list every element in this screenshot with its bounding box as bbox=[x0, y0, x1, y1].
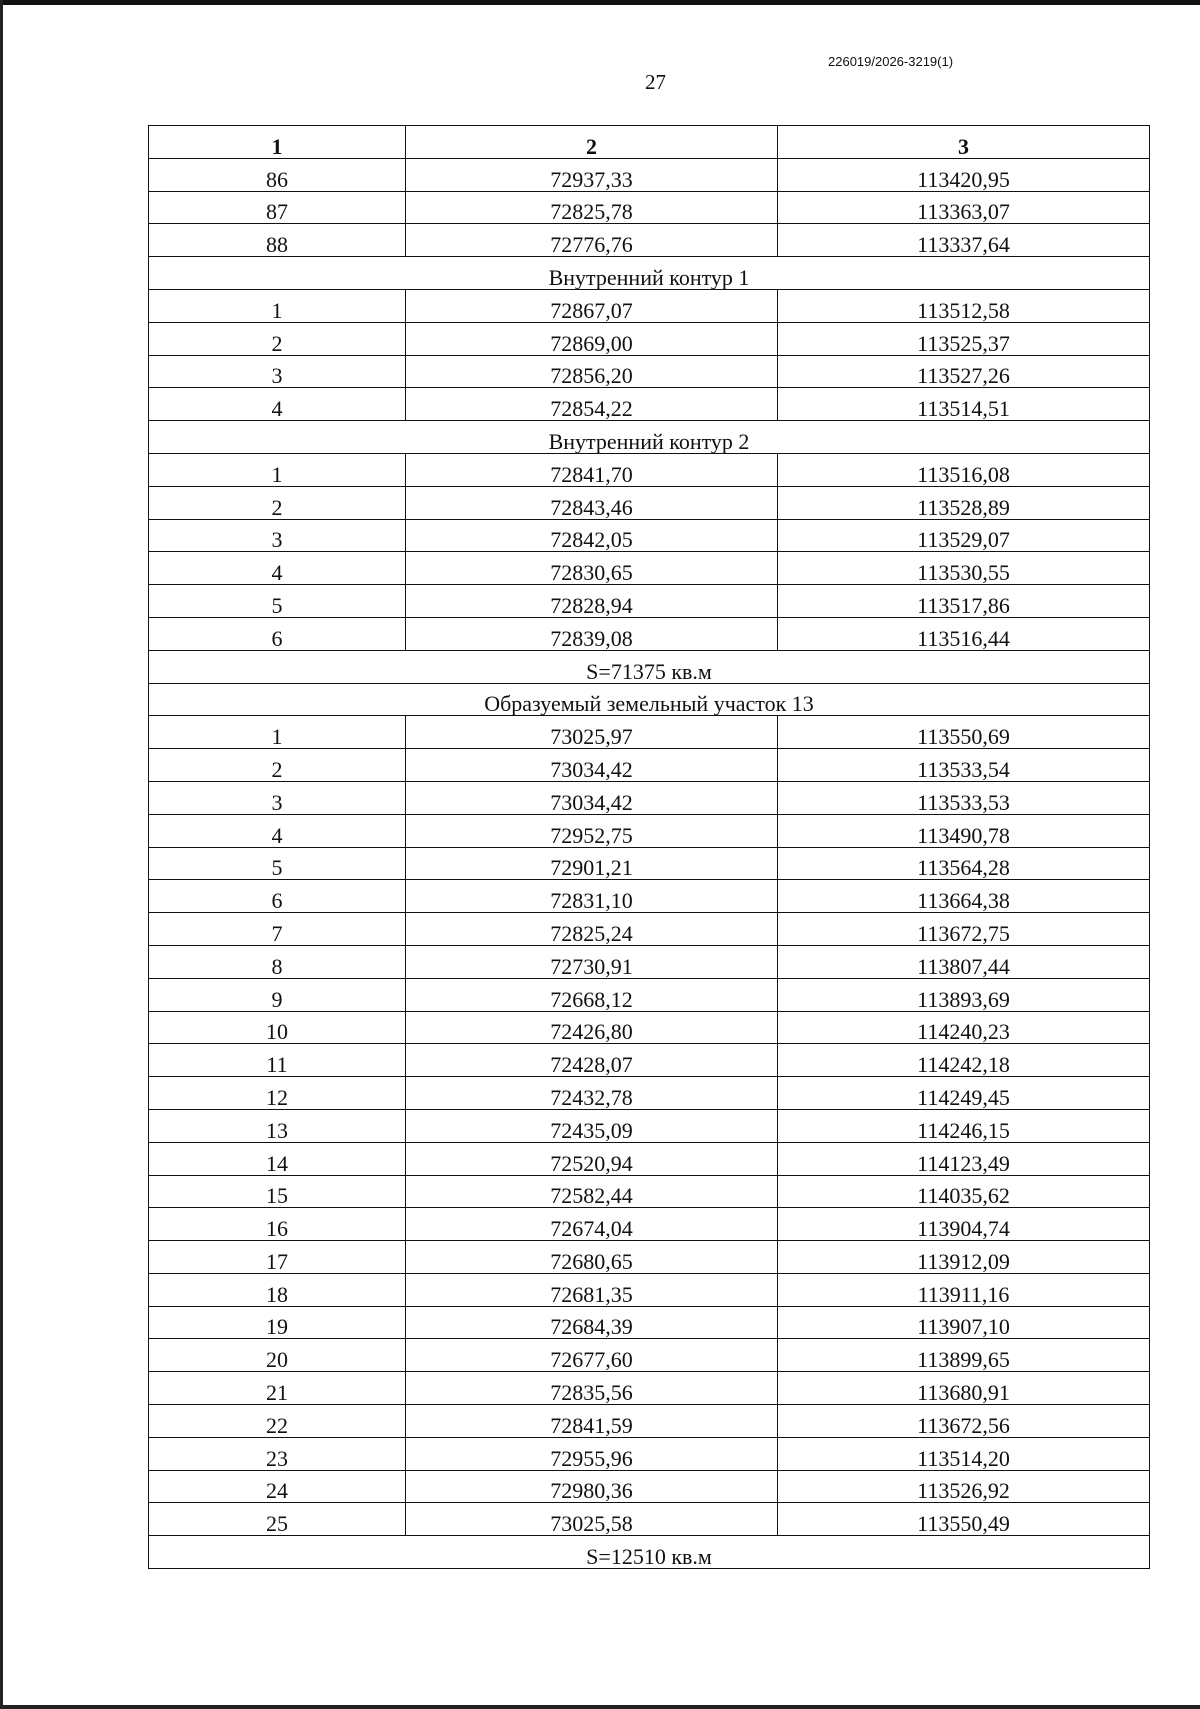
coordinates-table bbox=[148, 125, 1150, 1569]
x-coordinate-cell: 73025,58 bbox=[406, 1503, 778, 1536]
point-number-cell: 86 bbox=[149, 158, 406, 191]
y-coordinate-cell: 113516,44 bbox=[778, 617, 1150, 650]
point-number-cell: 1 bbox=[149, 289, 406, 322]
x-coordinate-cell: 72843,46 bbox=[406, 486, 778, 519]
y-coordinate-cell: 113912,09 bbox=[778, 1241, 1150, 1274]
table-row bbox=[149, 749, 1150, 782]
table-row bbox=[149, 191, 1150, 224]
point-number-cell: 9 bbox=[149, 978, 406, 1011]
y-coordinate-cell: 113893,69 bbox=[778, 978, 1150, 1011]
y-coordinate-cell: 113533,53 bbox=[778, 781, 1150, 814]
x-coordinate-cell: 73034,42 bbox=[406, 781, 778, 814]
table-row bbox=[149, 945, 1150, 978]
area-row bbox=[149, 1536, 1150, 1569]
y-coordinate-cell: 113526,92 bbox=[778, 1470, 1150, 1503]
x-coordinate-cell: 72901,21 bbox=[406, 847, 778, 880]
table-row bbox=[149, 1339, 1150, 1372]
x-coordinate-cell: 72520,94 bbox=[406, 1142, 778, 1175]
point-number-cell: 16 bbox=[149, 1208, 406, 1241]
point-number-cell: 4 bbox=[149, 552, 406, 585]
point-number-cell: 4 bbox=[149, 388, 406, 421]
area-value: S=12510 кв.м bbox=[149, 1536, 1150, 1569]
x-coordinate-cell: 72677,60 bbox=[406, 1339, 778, 1372]
x-coordinate-cell: 72776,76 bbox=[406, 224, 778, 257]
y-coordinate-cell: 114035,62 bbox=[778, 1175, 1150, 1208]
table-row bbox=[149, 1175, 1150, 1208]
y-coordinate-cell: 113911,16 bbox=[778, 1273, 1150, 1306]
point-number-cell: 1 bbox=[149, 716, 406, 749]
y-coordinate-cell: 113664,38 bbox=[778, 880, 1150, 913]
y-coordinate-cell: 113525,37 bbox=[778, 322, 1150, 355]
point-number-cell: 3 bbox=[149, 355, 406, 388]
table-row bbox=[149, 978, 1150, 1011]
x-coordinate-cell: 72684,39 bbox=[406, 1306, 778, 1339]
y-coordinate-cell: 113420,95 bbox=[778, 158, 1150, 191]
point-number-cell: 20 bbox=[149, 1339, 406, 1372]
point-number-cell: 2 bbox=[149, 749, 406, 782]
table-row bbox=[149, 1306, 1150, 1339]
x-coordinate-cell: 72841,70 bbox=[406, 453, 778, 486]
y-coordinate-cell: 113514,51 bbox=[778, 388, 1150, 421]
table-row bbox=[149, 1077, 1150, 1110]
table-row bbox=[149, 1208, 1150, 1241]
x-coordinate-cell: 72680,65 bbox=[406, 1241, 778, 1274]
y-coordinate-cell: 113527,26 bbox=[778, 355, 1150, 388]
area-row bbox=[149, 650, 1150, 683]
point-number-cell: 17 bbox=[149, 1241, 406, 1274]
table-row bbox=[149, 1273, 1150, 1306]
scan-top-border bbox=[0, 0, 1200, 5]
point-number-cell: 24 bbox=[149, 1470, 406, 1503]
point-number-cell: 4 bbox=[149, 814, 406, 847]
y-coordinate-cell: 114249,45 bbox=[778, 1077, 1150, 1110]
x-coordinate-cell: 73034,42 bbox=[406, 749, 778, 782]
table-row bbox=[149, 355, 1150, 388]
y-coordinate-cell: 113550,69 bbox=[778, 716, 1150, 749]
table-row bbox=[149, 224, 1150, 257]
x-coordinate-cell: 72428,07 bbox=[406, 1044, 778, 1077]
y-coordinate-cell: 114246,15 bbox=[778, 1109, 1150, 1142]
point-number-cell: 10 bbox=[149, 1011, 406, 1044]
y-coordinate-cell: 113490,78 bbox=[778, 814, 1150, 847]
table-row bbox=[149, 1044, 1150, 1077]
table-body bbox=[149, 158, 1150, 1568]
x-coordinate-cell: 72825,78 bbox=[406, 191, 778, 224]
point-number-cell: 1 bbox=[149, 453, 406, 486]
table-row bbox=[149, 519, 1150, 552]
point-number-cell: 87 bbox=[149, 191, 406, 224]
point-number-cell: 18 bbox=[149, 1273, 406, 1306]
point-number-cell: 88 bbox=[149, 224, 406, 257]
point-number-cell: 5 bbox=[149, 585, 406, 618]
column-header-point: 1 bbox=[149, 126, 406, 159]
table-row bbox=[149, 1109, 1150, 1142]
y-coordinate-cell: 113907,10 bbox=[778, 1306, 1150, 1339]
x-coordinate-cell: 72854,22 bbox=[406, 388, 778, 421]
x-coordinate-cell: 72980,36 bbox=[406, 1470, 778, 1503]
document-id: 226019/2026-3219(1) bbox=[828, 54, 954, 69]
point-number-cell: 8 bbox=[149, 945, 406, 978]
x-coordinate-cell: 72831,10 bbox=[406, 880, 778, 913]
y-coordinate-cell: 113672,75 bbox=[778, 913, 1150, 946]
table-row bbox=[149, 880, 1150, 913]
y-coordinate-cell: 113514,20 bbox=[778, 1437, 1150, 1470]
x-coordinate-cell: 72841,59 bbox=[406, 1405, 778, 1438]
table-row bbox=[149, 1503, 1150, 1536]
y-coordinate-cell: 114123,49 bbox=[778, 1142, 1150, 1175]
table-row bbox=[149, 322, 1150, 355]
column-header-y: 3 bbox=[778, 126, 1150, 159]
point-number-cell: 15 bbox=[149, 1175, 406, 1208]
point-number-cell: 14 bbox=[149, 1142, 406, 1175]
x-coordinate-cell: 72426,80 bbox=[406, 1011, 778, 1044]
table-row bbox=[149, 1142, 1150, 1175]
x-coordinate-cell: 72839,08 bbox=[406, 617, 778, 650]
table-row bbox=[149, 289, 1150, 322]
table-row bbox=[149, 552, 1150, 585]
table-row bbox=[149, 814, 1150, 847]
table-row bbox=[149, 1011, 1150, 1044]
y-coordinate-cell: 114240,23 bbox=[778, 1011, 1150, 1044]
x-coordinate-cell: 72955,96 bbox=[406, 1437, 778, 1470]
table-row bbox=[149, 388, 1150, 421]
x-coordinate-cell: 72830,65 bbox=[406, 552, 778, 585]
x-coordinate-cell: 72435,09 bbox=[406, 1109, 778, 1142]
point-number-cell: 25 bbox=[149, 1503, 406, 1536]
y-coordinate-cell: 113517,86 bbox=[778, 585, 1150, 618]
point-number-cell: 19 bbox=[149, 1306, 406, 1339]
section-title: Образуемый земельный участок 13 bbox=[149, 683, 1150, 716]
point-number-cell: 2 bbox=[149, 486, 406, 519]
section-header-row bbox=[149, 421, 1150, 454]
y-coordinate-cell: 113528,89 bbox=[778, 486, 1150, 519]
table-row bbox=[149, 486, 1150, 519]
point-number-cell: 13 bbox=[149, 1109, 406, 1142]
point-number-cell: 3 bbox=[149, 519, 406, 552]
page-number: 27 bbox=[645, 70, 666, 94]
x-coordinate-cell: 73025,97 bbox=[406, 716, 778, 749]
y-coordinate-cell: 113550,49 bbox=[778, 1503, 1150, 1536]
y-coordinate-cell: 113899,65 bbox=[778, 1339, 1150, 1372]
x-coordinate-cell: 72681,35 bbox=[406, 1273, 778, 1306]
y-coordinate-cell: 113564,28 bbox=[778, 847, 1150, 880]
x-coordinate-cell: 72432,78 bbox=[406, 1077, 778, 1110]
y-coordinate-cell: 113807,44 bbox=[778, 945, 1150, 978]
x-coordinate-cell: 72842,05 bbox=[406, 519, 778, 552]
x-coordinate-cell: 72674,04 bbox=[406, 1208, 778, 1241]
y-coordinate-cell: 113904,74 bbox=[778, 1208, 1150, 1241]
table-row bbox=[149, 1405, 1150, 1438]
point-number-cell: 5 bbox=[149, 847, 406, 880]
table-row bbox=[149, 781, 1150, 814]
x-coordinate-cell: 72952,75 bbox=[406, 814, 778, 847]
y-coordinate-cell: 113680,91 bbox=[778, 1372, 1150, 1405]
table-row bbox=[149, 1372, 1150, 1405]
y-coordinate-cell: 113672,56 bbox=[778, 1405, 1150, 1438]
table-row bbox=[149, 716, 1150, 749]
y-coordinate-cell: 114242,18 bbox=[778, 1044, 1150, 1077]
x-coordinate-cell: 72582,44 bbox=[406, 1175, 778, 1208]
x-coordinate-cell: 72668,12 bbox=[406, 978, 778, 1011]
y-coordinate-cell: 113530,55 bbox=[778, 552, 1150, 585]
table-header-row bbox=[149, 126, 1150, 159]
scan-left-border bbox=[0, 0, 3, 1709]
point-number-cell: 11 bbox=[149, 1044, 406, 1077]
table-row bbox=[149, 453, 1150, 486]
point-number-cell: 21 bbox=[149, 1372, 406, 1405]
table-row bbox=[149, 585, 1150, 618]
table-row bbox=[149, 617, 1150, 650]
x-coordinate-cell: 72835,56 bbox=[406, 1372, 778, 1405]
y-coordinate-cell: 113363,07 bbox=[778, 191, 1150, 224]
scan-bottom-border bbox=[0, 1705, 1200, 1709]
section-title: Внутренний контур 1 bbox=[149, 257, 1150, 290]
y-coordinate-cell: 113512,58 bbox=[778, 289, 1150, 322]
point-number-cell: 7 bbox=[149, 913, 406, 946]
point-number-cell: 3 bbox=[149, 781, 406, 814]
x-coordinate-cell: 72825,24 bbox=[406, 913, 778, 946]
table-row bbox=[149, 1241, 1150, 1274]
point-number-cell: 22 bbox=[149, 1405, 406, 1438]
y-coordinate-cell: 113337,64 bbox=[778, 224, 1150, 257]
x-coordinate-cell: 72828,94 bbox=[406, 585, 778, 618]
x-coordinate-cell: 72856,20 bbox=[406, 355, 778, 388]
section-title: Внутренний контур 2 bbox=[149, 421, 1150, 454]
section-header-row bbox=[149, 257, 1150, 290]
x-coordinate-cell: 72937,33 bbox=[406, 158, 778, 191]
y-coordinate-cell: 113529,07 bbox=[778, 519, 1150, 552]
point-number-cell: 23 bbox=[149, 1437, 406, 1470]
section-header-row bbox=[149, 683, 1150, 716]
column-header-x: 2 bbox=[406, 126, 778, 159]
x-coordinate-cell: 72867,07 bbox=[406, 289, 778, 322]
table-row bbox=[149, 913, 1150, 946]
table-row bbox=[149, 847, 1150, 880]
point-number-cell: 6 bbox=[149, 617, 406, 650]
table-row bbox=[149, 1437, 1150, 1470]
x-coordinate-cell: 72869,00 bbox=[406, 322, 778, 355]
point-number-cell: 12 bbox=[149, 1077, 406, 1110]
area-value: S=71375 кв.м bbox=[149, 650, 1150, 683]
point-number-cell: 2 bbox=[149, 322, 406, 355]
x-coordinate-cell: 72730,91 bbox=[406, 945, 778, 978]
table-row bbox=[149, 1470, 1150, 1503]
y-coordinate-cell: 113516,08 bbox=[778, 453, 1150, 486]
table-row bbox=[149, 158, 1150, 191]
point-number-cell: 6 bbox=[149, 880, 406, 913]
y-coordinate-cell: 113533,54 bbox=[778, 749, 1150, 782]
